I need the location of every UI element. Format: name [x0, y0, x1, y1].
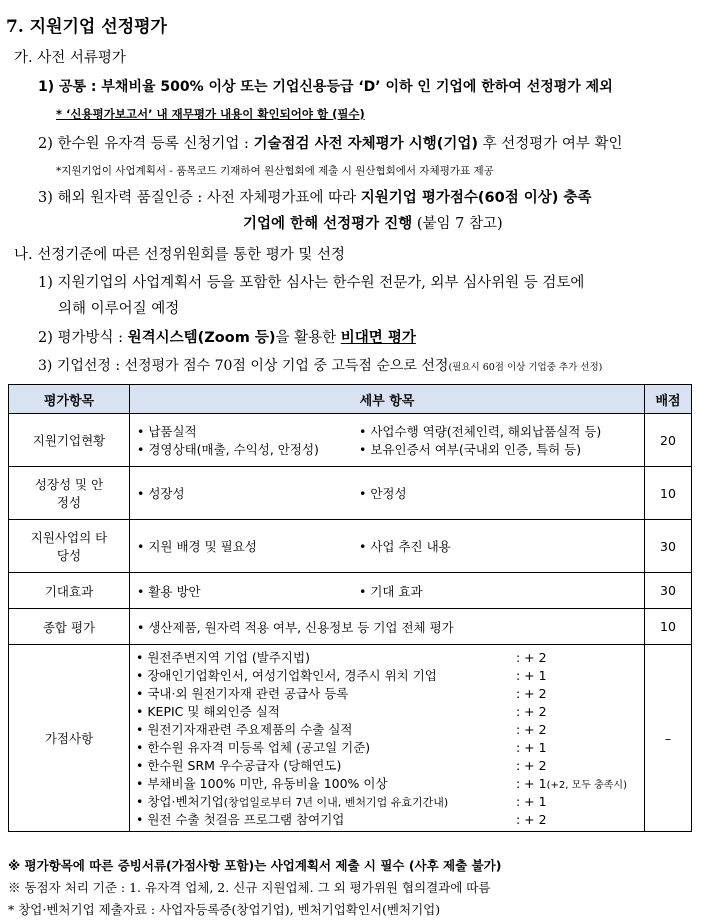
detail-item: • 활용 방안: [137, 583, 201, 599]
row-category: 지원사업의 타당성: [9, 520, 130, 573]
row-category: 지원기업현황: [9, 414, 130, 467]
bonus-list: [130, 645, 645, 832]
row-category: 종합 평가: [9, 609, 130, 645]
na-item-1-line1: 1) 지원기업의 사업계획서 등을 포함한 심사는 한수원 전문가, 외부 심사위원 등 검토에: [38, 275, 585, 291]
na-item-1-line2: 의해 이루어질 예정: [58, 301, 180, 317]
row-score: –: [645, 645, 692, 832]
ga-item-1: 1) 공통 : 부채비율 500% 이상 또는 기업신용등급 ‘D’ 이하 인 기업에 한하여 선정평가 제외: [38, 79, 613, 95]
bonus-item: • 국내·외 원전기자재 관련 공급사 등록 : + 2: [136, 685, 547, 701]
ga-item-2-post: 후 선정평가 여부 확인: [478, 136, 623, 152]
ga-item-2-pre: 2) 한수원 유자격 등록 신청기업 :: [38, 136, 254, 152]
bonus-item: • 장애인기업확인서, 여성기업확인서, 경주시 위치 기업 : + 1: [136, 667, 547, 683]
detail-item: • 성장성: [137, 486, 185, 501]
table-row: [9, 520, 692, 573]
detail-item: • 보유인증서 여부(국내외 인증, 특허 등): [359, 442, 582, 457]
ga-item-3-post: (붙임 7 참고): [412, 216, 503, 232]
bonus-item: • 창업·벤처기업(창업일로부터 7년 이내, 벤처기업 유효기간내) : + 1: [136, 793, 547, 809]
detail-item: • 기대 효과: [359, 583, 423, 599]
detail-item: • 지원 배경 및 필요성: [137, 539, 257, 554]
detail-item: • 납품실적: [137, 424, 197, 439]
na-item-2: [38, 326, 416, 347]
row-category: 기대효과: [9, 573, 130, 609]
row-detail: [130, 573, 645, 609]
subsection-na-heading: 나. 선정기준에 따른 선정위원회를 통한 평가 및 선정: [14, 247, 346, 263]
bonus-item: • 한수원 유자격 미등록 업체 (공고일 기준) : + 1: [136, 739, 547, 755]
note-2: ※ 동점자 처리 기준 : 1. 유자격 업체, 2. 신규 지원업체. 그 외 평가위원 협의결과에 따름: [8, 880, 491, 895]
row-category: 성장성 및 안정성: [9, 467, 130, 520]
na-item-3-main: 3) 기업선정 : 선정평가 점수 70점 이상 기업 중 고득점 순으로 선정: [38, 358, 449, 374]
header-score: 배점: [645, 385, 692, 414]
bonus-item: • 원전 수출 첫걸음 프로그램 참여기업 : + 2: [136, 811, 547, 827]
ga-item-3-pre: 3) 해외 원자력 품질인증 : 사전 자체평가표에 따라: [38, 190, 361, 206]
detail-item: • 안정성: [359, 486, 407, 501]
na-item-2-mid: 을 활용한: [275, 330, 341, 346]
note-3: * 창업·벤처기업 제출자료 : 사업자등록증(창업기업), 벤처기업확인서(벤처기업): [8, 902, 441, 917]
row-detail: [130, 467, 645, 520]
row-detail: [130, 520, 645, 573]
bonus-item: • 원전주변지역 기업 (발주지법) : + 2: [136, 649, 547, 665]
header-detail: 세부 항목: [130, 385, 645, 414]
na-item-2-bold1: 원격시스템(Zoom 등): [127, 330, 276, 346]
row-category: 가점사항: [9, 645, 130, 832]
note-1: ※ 평가항목에 따른 증빙서류(가점사항 포함)는 사업계획서 제출 시 필수 (사후 제출 불가): [8, 858, 502, 873]
detail-item: • 사업수행 역량(전체인력, 해외납품실적 등): [359, 424, 602, 439]
ga-item-1-note: * ‘신용평가보고서’ 내 재무평가 내용이 확인되어야 함 (필수): [56, 107, 365, 121]
ga-item-3-bold2: 기업에 한해 선정평가 진행: [243, 216, 413, 232]
evaluation-table: [8, 384, 692, 832]
detail-item: • 경영상태(매출, 수익성, 안정성): [137, 442, 319, 457]
row-score: 30: [645, 573, 692, 609]
row-detail: [130, 609, 645, 645]
na-item-2-pre: 2) 평가방식 :: [38, 330, 128, 346]
na-item-2-bold2: 비대면 평가: [340, 330, 416, 346]
ga-item-2-bold: 기술점검 사전 자체평가 시행(기업): [253, 136, 479, 152]
row-score: 10: [645, 609, 692, 645]
bonus-item: • KEPIC 및 해외인증 실적 : + 2: [136, 703, 547, 719]
table-row: [9, 414, 692, 467]
table-row: [9, 467, 692, 520]
row-score: 30: [645, 520, 692, 573]
row-score: 10: [645, 467, 692, 520]
row-score: 20: [645, 414, 692, 467]
section-title: 7. 지원기업 선정평가: [6, 17, 167, 37]
bonus-item: • 한수원 SRM 우수공급자 (당해연도) : + 2: [136, 757, 547, 773]
ga-item-3-bold1: 지원기업 평가점수(60점 이상) 충족: [360, 190, 592, 206]
ga-item-2-note: *지원기업이 사업계획서 - 품목코드 기재하여 원산협회에 제출 시 원산협회에서 자체평가표 제공: [56, 165, 494, 177]
bonus-item: • 부채비율 100% 미만, 유동비율 100% 이상 : + 1(+2, 모두 충족시): [136, 775, 627, 791]
table-header-row: [9, 385, 692, 414]
table-row: [9, 573, 692, 609]
table-row-bonus: [9, 645, 692, 832]
na-item-3-small: (필요시 60점 이상 기업중 추가 선정): [448, 362, 603, 373]
subsection-ga-heading: 가. 사전 서류평가: [14, 50, 126, 66]
bonus-item: • 원전기자재관련 주요제품의 수출 실적 : + 2: [136, 721, 547, 737]
detail-item: • 생산제품, 원자력 적용 여부, 신용정보 등 기업 전체 평가: [137, 619, 454, 635]
na-item-3: [38, 355, 602, 375]
ga-item-3-line2: [243, 212, 503, 233]
detail-item: • 사업 추진 내용: [359, 539, 451, 554]
ga-item-3-line1: [38, 186, 591, 207]
table-row: [9, 609, 692, 645]
header-category: 평가항목: [9, 385, 130, 414]
ga-item-2: [38, 132, 623, 153]
row-detail: [130, 414, 645, 467]
